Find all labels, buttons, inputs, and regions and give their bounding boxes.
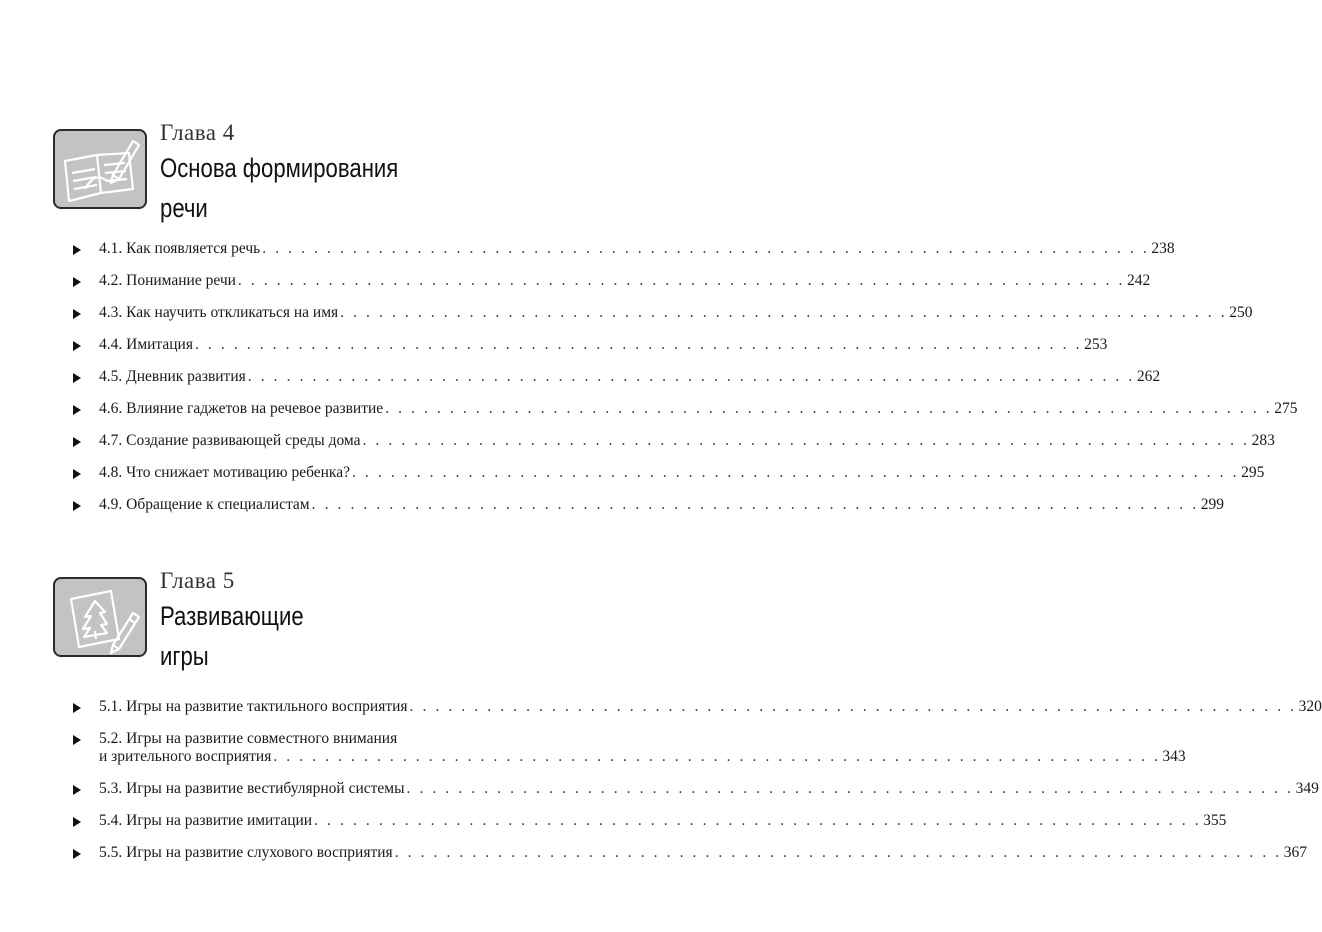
bullet-triangle-icon (73, 341, 81, 351)
toc-entry-title: 5.4. Игры на развитие имитации (99, 812, 313, 829)
dot-leader: . . . . . . . . . . . . . . . . . . . . . . . . . . . . . . . . . . . . . . . . . . . . . . . . . . . . . . . . . . . . . . . . . . . . . (394, 844, 1282, 861)
drawing-pencil-icon (53, 577, 147, 657)
dot-leader: . . . . . . . . . . . . . . . . . . . . . . . . . . . . . . . . . . . . . . . . . . . . . . . . . . . . . . . . . . . . . . . . . . . . . (273, 748, 1161, 765)
toc-entry-page: 343 (1162, 748, 1186, 765)
toc-entry-title: 4.1. Как появляется речь (99, 240, 261, 257)
toc-entry-title: 5.3. Игры на развитие вестибулярной системы (99, 780, 405, 797)
toc-entry-title: 4.4. Имитация (99, 336, 193, 353)
toc-entry-page: 367 (1283, 844, 1308, 861)
toc-entry-title: и зрительного восприятия (99, 748, 272, 765)
chapter-label: Глава 4 (160, 120, 235, 145)
dot-leader: . . . . . . . . . . . . . . . . . . . . . . . . . . . . . . . . . . . . . . . . . . . . . . . . . . . . . . . . . . . . . . . . . . . . . (385, 400, 1273, 417)
dot-leader: . . . . . . . . . . . . . . . . . . . . . . . . . . . . . . . . . . . . . . . . . . . . . . . . . . . . . . . . . . . . . . . . . . . . . (311, 496, 1199, 513)
dot-leader: . . . . . . . . . . . . . . . . . . . . . . . . . . . . . . . . . . . . . . . . . . . . . . . . . . . . . . . . . . . . . . . . . . . . . (406, 780, 1294, 797)
bullet-triangle-icon (73, 437, 81, 447)
dot-leader: . . . . . . . . . . . . . . . . . . . . . . . . . . . . . . . . . . . . . . . . . . . . . . . . . . . . . . . . . . . . . . . . . . . . . (194, 336, 1083, 353)
toc-entry-page: 262 (1136, 368, 1161, 385)
chapter-title-line-2: игры (160, 641, 209, 671)
bullet-triangle-icon (73, 405, 81, 415)
dot-leader: . . . . . . . . . . . . . . . . . . . . . . . . . . . . . . . . . . . . . . . . . . . . . . . . . . . . . . . . . . . . . . . . . . . . . (314, 812, 1202, 829)
notebook-pen-icon (53, 129, 147, 209)
toc-entry-title: 4.9. Обращение к специалистам (99, 496, 310, 513)
bullet-triangle-icon (73, 849, 81, 859)
chapter-title (160, 148, 398, 228)
toc-entry-title: 5.5. Игры на развитие слухового восприятия (99, 844, 393, 861)
toc-entry-page: 320 (1298, 698, 1322, 715)
toc-entry-page: 238 (1151, 240, 1175, 257)
dot-leader: . . . . . . . . . . . . . . . . . . . . . . . . . . . . . . . . . . . . . . . . . . . . . . . . . . . . . . . . . . . . . . . . . . . . . (351, 464, 1240, 481)
toc-entry-page: 253 (1084, 336, 1108, 353)
bullet-triangle-icon (73, 703, 81, 713)
bullet-triangle-icon (73, 309, 81, 319)
dot-leader: . . . . . . . . . . . . . . . . . . . . . . . . . . . . . . . . . . . . . . . . . . . . . . . . . . . . . . . . . . . . . . . . . . . . . (247, 368, 1135, 385)
dot-leader: . . . . . . . . . . . . . . . . . . . . . . . . . . . . . . . . . . . . . . . . . . . . . . . . . . . . . . . . . . . . . . . . . . . . . (340, 304, 1228, 321)
toc-entry-page: 349 (1295, 780, 1319, 797)
bullet-triangle-icon (73, 277, 81, 287)
chapter-title (160, 596, 304, 676)
bullet-triangle-icon (73, 373, 81, 383)
chapter-label: Глава 5 (160, 568, 235, 593)
chapter-title-line-2: речи (160, 193, 208, 223)
toc-entry-title: 4.8. Что снижает мотивацию ребенка? (99, 464, 350, 481)
bullet-triangle-icon (73, 735, 81, 745)
toc-entry-page: 295 (1241, 464, 1265, 481)
toc-entry-page: 283 (1251, 432, 1275, 449)
bullet-triangle-icon (73, 817, 81, 827)
toc-entry-title-line-1: 5.2. Игры на развитие совместного внимания (99, 730, 398, 747)
toc-entry-title: 4.5. Дневник развития (99, 368, 246, 385)
toc-entry-page: 275 (1274, 400, 1298, 417)
toc-entry-title: 4.6. Влияние гаджетов на речевое развитие (99, 400, 384, 417)
toc-entry-title: 4.3. Как научить откликаться на имя (99, 304, 339, 321)
chapter-title-line-1: Основа формирования (160, 153, 399, 183)
toc-entry-page: 250 (1229, 304, 1253, 321)
toc-entry-page: 355 (1203, 812, 1227, 829)
toc-entry-page: 299 (1200, 496, 1224, 513)
dot-leader: . . . . . . . . . . . . . . . . . . . . . . . . . . . . . . . . . . . . . . . . . . . . . . . . . . . . . . . . . . . . . . . . . . . . . (362, 432, 1250, 449)
toc-entry-title: 4.7. Создание развивающей среды дома (99, 432, 361, 449)
bullet-triangle-icon (73, 245, 81, 255)
toc-entry-title: 5.1. Игры на развитие тактильного восприятия (99, 698, 408, 715)
toc-entry-page: 242 (1127, 272, 1151, 289)
dot-leader: . . . . . . . . . . . . . . . . . . . . . . . . . . . . . . . . . . . . . . . . . . . . . . . . . . . . . . . . . . . . . . . . . . . . . (237, 272, 1125, 289)
dot-leader: . . . . . . . . . . . . . . . . . . . . . . . . . . . . . . . . . . . . . . . . . . . . . . . . . . . . . . . . . . . . . . . . . . . . . (409, 698, 1297, 715)
dot-leader: . . . . . . . . . . . . . . . . . . . . . . . . . . . . . . . . . . . . . . . . . . . . . . . . . . . . . . . . . . . . . . . . . . . . . (262, 240, 1150, 257)
bullet-triangle-icon (73, 469, 81, 479)
chapter-title-line-1: Развивающие (160, 601, 304, 631)
toc-entry-title: 4.2. Понимание речи (99, 272, 236, 289)
bullet-triangle-icon (73, 501, 81, 511)
bullet-triangle-icon (73, 785, 81, 795)
